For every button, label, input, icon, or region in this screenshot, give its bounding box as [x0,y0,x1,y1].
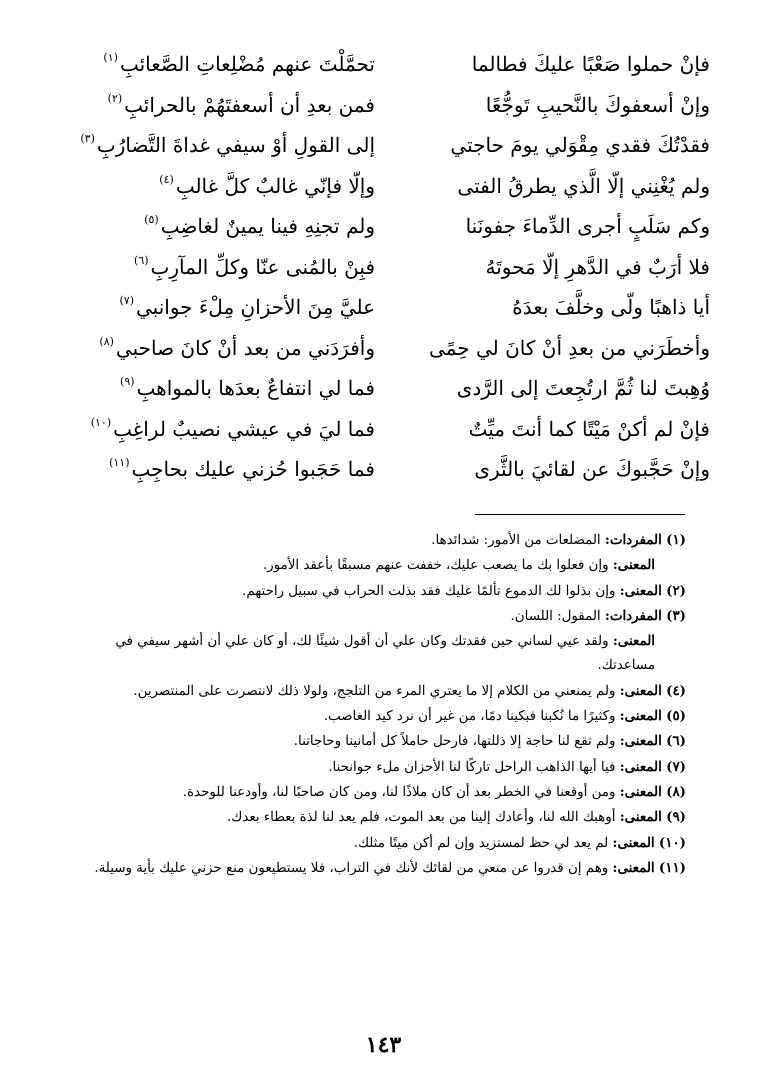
footnote-marker: (١١) [109,456,130,470]
verse-line [60,44,710,85]
verse-first-hemistich: فإنْ حملوا صَعْبًا عليكَ فطالما [471,52,710,77]
verse-line [60,409,710,450]
verse-second-hemistich: فمن بعدِ أن أسعفتَهُمْ بالحرائبِ$^{(٢)}$ [107,91,375,117]
page-number: ١٤٣ [365,1032,402,1058]
footnote-divider [475,514,685,515]
footnote-marker: (٦) [134,253,149,267]
verse-first-hemistich: فإنْ لم أكنْ مَيْتًا كما أنتَ ميِّتٌ [468,416,710,441]
footnote: (٩) المعنى: أوهبك الله لنا، وأعادك إلينا من بعد الموت، فلم يعد لنا لذة بعطاء بعدك. [227,809,686,826]
footnotes [78,528,686,881]
verse-first-hemistich: فلا أرَبٌ في الدَّهرِ إلّا مَحوتَهُ [485,254,710,279]
footnote: (١١) المعنى: وهم إن قدروا عن منعي من لقائك لأنك في التراب، فلا يستطيعون منع حزني عليك بأية وسيلة. [94,859,686,876]
verse-second-hemistich: وأفرَدَني من بعد أنْ كانَ صاحبي$^{(٨)}$ [99,334,375,360]
footnote: (١) المفردات: المضلعات من الأمور: شدائدها. [431,532,686,548]
verse-second-hemistich: فما حَجَبوا حُزني عليك بحاجِبِ$^{(١١)}$ [109,456,375,482]
footnote: (٦) المعنى: ولم تقع لنا حاجة إلا ذللتها، فارحل حاملاً كل أمانينا وحاجاتنا. [293,733,686,750]
verse-line [60,368,710,409]
verse-line [60,166,710,207]
footnote-marker: (٢) [107,91,123,105]
footnote: (٢) المعنى: وإن بذلوا لك الدموع تألمًا عليك فقد بذلت الحراب في سبيل راحتهم. [242,582,686,599]
verse-line [60,449,710,490]
verse-first-hemistich: وإنْ أسعفوكَ بالنَّحيبِ تَوجُّعًا [485,92,710,117]
footnote: المعنى: ولقد عيي لساني حين فقدتك وكان علي أن أقول شيئًا لك، أو كان علي أن أشهر سيفي في مساعدتك. [115,633,655,674]
verse-line [60,287,710,328]
footnote-marker: (١٠) [90,415,112,429]
verse-first-hemistich: فقدْتُكَ فقدي مِقْوَلي يومَ حاجتي [450,133,710,158]
verse-line [60,206,710,247]
verse-second-hemistich: وإلّا فإنّي غالبٌ كلَّ غالبِ$^{(٤)}$ [159,172,375,198]
verse-second-hemistich: فبِنْ بالمُنى عنّا وكلِّ المآرِبِ$^{(٦)}$ [134,253,375,279]
footnote: (٣) المفردات: المقول: اللسان. [510,607,686,624]
footnote: (٧) المعنى: فيا أيها الذاهب الراحل تاركًا لنا الأحزان ملء جوانحنا. [328,758,686,775]
verse-second-hemistich: ولم تجنِهِ فينا يمينٌ لغاضِبِ$^{(٥)}$ [144,213,375,239]
verse-second-hemistich: عليَّ مِنَ الأحزانِ مِلْءَ جوانبي$^{(٧)}$ [119,294,375,320]
footnote: (٥) المعنى: وكثيرًا ما نُكبنا فبكينا دمًا، من غير أن نرد كيد الغاصب. [323,708,686,725]
footnote: المعنى: وإن فعلوا بك ما يصعب عليك، خففت عنهم مسبقًا بأعقد الأمور. [262,557,655,574]
verse-first-hemistich: وُهِبتَ لنا ثُمَّ ارتُجِعتَ إلى الرَّدى [456,376,710,401]
verse-first-hemistich: وإنْ حَجَّبوكَ عن لقائيَ بالثَّرى [474,457,710,482]
verse-line [60,125,710,166]
verse-line [60,328,710,369]
verse-first-hemistich: أيا ذاهبًا ولّى وخلَّفَ بعدَهُ [512,295,710,320]
verse-line [60,85,710,126]
verse-first-hemistich: وكم سَلَبٍ أجرى الدِّماءَ جفونَنا [465,214,710,239]
footnote-marker: (٧) [119,294,135,308]
verse-second-hemistich: فما لي انتفاعٌ بعدَها بالمواهبِ$^{(٩)}$ [120,375,375,401]
verse-second-hemistich: تحمَّلْتَ عنهم مُضْلِعاتِ الصَّعائبِ$^{(١)}$ [103,51,375,77]
poem [60,44,710,490]
verse-line [60,247,710,288]
verse-first-hemistich: وأخطَرَني من بعدِ أنْ كانَ لي حِمًى [429,335,710,360]
footnote-marker: (٣) [80,132,95,146]
verse-second-hemistich: فما ليَ في عيشي نصيبٌ لراغِبِ$^{(١٠)}$ [90,415,375,441]
footnote-marker: (٥) [144,213,159,227]
footnote-marker: (٩) [120,375,135,389]
footnote: (٤) المعنى: ولم يمنعني من الكلام إلا ما يعتري المرء من التلجج، ولولا ذلك لانتصرت على المنتصرين. [133,682,686,699]
footnote: (١٠) المعنى: لم يعد لي حظ لمستزيد وإن لم أكن ميتًا مثلك. [353,834,686,851]
verse-first-hemistich: ولم يُغْنِني إلّا الَّذي يطرقُ الفتى [457,173,710,198]
footnote-marker: (١) [103,51,118,65]
verse-second-hemistich: إلى القولِ أوْ سيفي غداةَ التَّضارُبِ$^{(٣)}$ [80,132,375,158]
footnote: (٨) المعنى: ومن أوقعنا في الخطر بعد أن كان ملاذًا لنا، ومن كان صاحبًا لنا، وأودعنا للوحدة. [182,783,686,800]
footnote-marker: (٤) [159,172,174,186]
footnote-marker: (٨) [99,334,114,348]
